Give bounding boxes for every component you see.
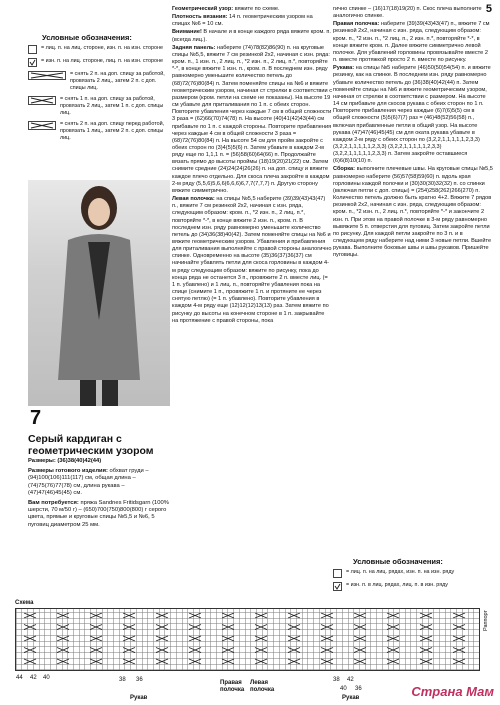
- cable-cross-mark: [90, 659, 102, 664]
- sleeve-label: Рукав: [130, 695, 148, 701]
- cable-cross-mark: [222, 636, 234, 641]
- right-front-label: Правая полочка: [220, 680, 245, 693]
- legend-item: = лиц. п. на лиц. стороне, изн. п. на изн. стороне: [28, 45, 170, 54]
- cable-cross-mark: [24, 613, 36, 618]
- rapport-label: Раппорт: [483, 610, 489, 632]
- chart-number: 40: [340, 686, 347, 692]
- cable-cross-mark: [57, 625, 69, 630]
- cable-cross-mark: [222, 613, 234, 618]
- cable-cross-mark: [222, 648, 234, 653]
- cable-cross-mark: [156, 636, 168, 641]
- cable-cross-mark: [354, 636, 366, 641]
- legend-2: Условные обозначения: = лиц. п. на лиц. рядах, изн. п. на изн. ряду = изн. п. в лиц. рядах, лиц. п. в изн. ряду: [333, 557, 493, 595]
- cable-cross-mark: [387, 613, 399, 618]
- instructions-column-2: Геометрический узор: вяжите по схеме. Плотность вязания: 14 п. геометрическим узором на спицах №6 = 10 см. Внимание! В начале и в конце каждого ряда вяжите кром. п. (всегда лиц.). Задняя панель: наберите (74)78(82)86(90) п. на круговые спицы №5,5, вяжите 7 см резинкой 2х2, начиная с изн. ряда: кром. п., 1 изн. п., 2 лиц. п., *2 изн. п., 2 лиц. п.*, повторяйте *-*, в конце вяжите 1 изн. п., кром. п. В последнем изн. ряду равномерно уменьшите количество петель до (68)72(76)80(84) п. Затем поменяйте спицы на №6 и вяжите геометрическим узором, начиная ст стрелки в соответствии с размером (кром. петли на схеме не показаны). На высоте 19 см убавьте для приталивания по 1 п. с обеих сторон. Повторите убавления через каждые 7 см в общей сложности 3 раза = (62)66(70)74(78) п. На высоте (40)41(42)43(44) см прибавьте по 1 п. с каждой стороны. Повторите прибавления через каждые 4 см в общей сложности 3 раза = (68)72(76)80(84) п. На высоте 54 см для пройм закройте с обеих сторон по (3)4(5)5(6) п. Затем убавьте в каждом 2-м ряду еще по 1,1,1 п. = (56)58(60)64(66) п. Продолжайте вязать прямо до высоты проймы (18)19(20)21(22) см. Затем снимите средние (24)24(24)26(26) п. на доп. спицу и вяжите каждое плечо отдельно. Для скоса плеча закройте в каждом 2-м ряду (5,5,6)5,6,6(6,6,6)6,7,7(7,7,7) п. Другую сторону вяжите симметрично. Левая полочка: на спицы №5,5 наберите (39)39(43)43(47) п., вяжите 7 см резинкой 2х2, начиная с изн. ряда, следующим образом: кром. п., *2 изн. п., 2 лиц. п.*, повторяйте *-*, в конце вяжите 2 изн. п., кром. п. В последнем изн. ряду равномерно уменьшите количество петель до (34)36(38)40(42). Затем поменяйте спицы на №6 и вяжите геометрическим узором. Убавления и прибавления для приталивания выполняйте с правой стороны аналогично спинке. Одновременно на высоте (35)36(37)36(37) см начинайте убавлять петли для скоса горловины в каждом 4-м ряду следующим образом: вяжите по рисунку, пока до конца ряда не останется 3 п., провяжите 2 п. вместе лиц. (= 1 п. убавлено) и 1 лиц. п., повторяйте убавления пока на спице (снимите 1 п., провяжите 1 п. и протяните ее через снятую петлю) (= 1 п. убавлено). Повторите убавления в каждом 4-м ряду еще (12)12(12)13(13) раз. Затем вяжите по рисунку до высоты на конечном стороне в 1 п. закрывайте на протяжение с правой стороны, пока: [172, 6, 332, 324]
- cable-cross-mark: [453, 636, 465, 641]
- cable-cross-mark: [420, 613, 432, 618]
- cable-cross-mark: [387, 625, 399, 630]
- cable-cross-mark: [189, 625, 201, 630]
- cable-cross-mark: [453, 648, 465, 653]
- chart-number: 38: [119, 677, 126, 683]
- left-front-label: Левая полочка: [250, 680, 275, 693]
- cable-cross-mark: [57, 648, 69, 653]
- chart-number: 38: [333, 677, 340, 683]
- cable-cross-mark: [123, 625, 135, 630]
- cable-cross-mark: [255, 613, 267, 618]
- cable-cross-mark: [453, 659, 465, 664]
- chart-number: 40: [43, 675, 50, 681]
- cable-cross-mark: [453, 625, 465, 630]
- cable-cross-mark: [288, 636, 300, 641]
- cable-cross-mark: [321, 636, 333, 641]
- cable-cross-mark: [90, 636, 102, 641]
- cable-cross-mark: [255, 648, 267, 653]
- article-number: 7: [30, 407, 42, 429]
- chart-number: 42: [347, 677, 354, 683]
- chart-label: Схема: [15, 600, 34, 606]
- cable-cross-mark: [156, 648, 168, 653]
- cable-cross-mark: [222, 625, 234, 630]
- cable-cross-mark: [354, 648, 366, 653]
- cable-4-symbol-icon: [28, 71, 66, 80]
- cable-cross-mark: [24, 648, 36, 653]
- cable-cross-mark: [189, 659, 201, 664]
- cable-cross-mark: [255, 625, 267, 630]
- cable-cross-mark: [90, 625, 102, 630]
- cable-cross-mark: [354, 659, 366, 664]
- page-number: 5: [485, 3, 492, 15]
- cable-cross-mark: [123, 659, 135, 664]
- cable-cross-mark: [288, 648, 300, 653]
- purl-symbol-icon: [333, 582, 342, 591]
- cable-cross-mark: [24, 636, 36, 641]
- cable-cross-mark: [321, 625, 333, 630]
- knit-symbol-icon: [333, 569, 342, 578]
- cable-cross-mark: [453, 613, 465, 618]
- cable-cross-mark: [156, 625, 168, 630]
- cable-cross-mark: [420, 625, 432, 630]
- chart-number: 42: [30, 675, 37, 681]
- legend-item: = снять 1 п. на доп. спицу за работой, провязать 2 лиц., затем 1 п. с доп. спицы лиц.: [28, 96, 170, 117]
- cable-cross-mark: [222, 659, 234, 664]
- article-title: Серый кардиган с геометрическим узором: [28, 433, 154, 457]
- cable-cross-mark: [90, 648, 102, 653]
- cable-cross-mark: [123, 636, 135, 641]
- chart-number: 36: [355, 686, 362, 692]
- cable-cross-mark: [90, 613, 102, 618]
- instructions-column-3: гично спинке – (16)17(18)19(20) п. Скос плеча выполните аналогично спинке. Правая полочка: наберите (39)39(43)43(47) п., вяжите 7 см резинкой 2х2, начиная с изн. ряда, следующим образом: кром. п., *2 изн. п., *2 лиц. п., 2 изн. п.*, повторяйте *-*, в конце вяжите кром. п. Далее вяжите симметрично левой полочке. Для убавлений горловины провязывайте вместе 2 п. вместе протяжкой просто 2 п. вместе по рисунку. Рукава: на спицы №5 наберите (46)50(50)54(54) п. и вяжите резинку, как на спинке. В последнем изн. ряду равномерно убавьте количество петель до (36)38(40)42(44) п. Затем поменяйте спицы на №6 и вяжите геометрическим узором, начиная от стрелки в соответствии с размером. На высоте 14 см прибавьте для скосов рукава с обеих сторон по 1 п. Повторите прибавления через каждые (6)7(6)5(5) см в общей сложности (5)5(6)7(7) раз = (46)48(52)56(58) п., включая прибавленные петли в общий узор. На высоте рукава (47)47(46)45(45) см для оката рукава убавьте в каждом 2-м ряду с обеих сторон по (3,2,2,1,1,1,1,1,2,3,3) (3,2,2,1,1,1,1,1,2,3,3) (3,2,2,1,1,1,1,1,2,3,3) (3,2,2,1,1,1,1,1,2,3,3) п. Затем закройте оставшиеся (6)6(8)10(10) п. Сборка: выполните плечевые швы. На круговые спицы №5,5 равномерно наберите (56)57(58)59(60) п. вдоль края горловины каждой полочки и (30)30(30)32(32) п. со спинки (включая петли с доп. спицы) = (254)258(262)266(270) п. Количество петель должно быть кратно 4+2. Вяжите 7 рядов резинкой 2х2, начиная с изн. ряда, следующим образом: кром. п., *2 изн. п., 2 лиц. п.*, повторяйте *-* и закончите 2 изн. п. При этом на правой полочке в 3-м ряду равномерно вывяжите 5 п. отверстия для пуговиц. Затем закройте петли по рисунку. Для каждой петли закройте по 3 п. и в следующем ряду наберите над ними 3 новые петли. Вшейте рукава. Выполните боковые швы и швы рукавов. Пришейте пуговицы.: [333, 6, 493, 259]
- cable-cross-mark: [123, 648, 135, 653]
- legend-item: = изн. п. на лиц. стороне, лиц. п. на изн. стороне: [28, 58, 170, 67]
- cable-cross-mark: [387, 648, 399, 653]
- cable-cross-mark: [189, 636, 201, 641]
- legend-title: Условные обозначения:: [42, 33, 132, 42]
- chart-number: 44: [16, 675, 23, 681]
- cable-cross-mark: [255, 636, 267, 641]
- cable-cross-mark: [420, 636, 432, 641]
- pattern-chart: [15, 608, 480, 671]
- article-intro: Размеры: (36)38(40)42(44) Размеры готового изделия: обхват груди – (94)100(106)111(117) см, общая длина – (74)75(76)77(78) см, длина рукава – (47)47(46)45(45) см. Вам потребуется: пряжа Sandnes Fritidsgarn (100% шерсти, 70 м/50 г) – (650)700(750)800(800) г серого цвета, прямые и круговые спицы №5,5 и №6, 5 пуговиц диаметром 25 мм.: [28, 458, 169, 528]
- cable-cross-mark: [387, 659, 399, 664]
- cable-cross-mark: [321, 659, 333, 664]
- sizes: Размеры: (36)38(40)42(44): [28, 458, 102, 464]
- cable-cross-mark: [354, 613, 366, 618]
- cable-cross-mark: [57, 659, 69, 664]
- purl-symbol-icon: [28, 58, 37, 67]
- legend: [28, 6, 170, 146]
- cable-cross-mark: [57, 613, 69, 618]
- cable-cross-mark: [189, 613, 201, 618]
- cable-cross-mark: [24, 659, 36, 664]
- cable-cross-mark: [156, 659, 168, 664]
- cable-cross-mark: [255, 659, 267, 664]
- legend-item: = снять 2 п. на доп. спицу за работой, провязать 2 лиц., затем 2 п. с доп. спицы лиц.: [28, 71, 170, 92]
- sleeve-label: Рукав: [342, 695, 360, 701]
- chart-number: 36: [136, 677, 143, 683]
- cable-cross-mark: [288, 625, 300, 630]
- cable-cross-mark: [189, 648, 201, 653]
- cable-cross-mark: [156, 613, 168, 618]
- cable-cross-mark: [321, 648, 333, 653]
- cable-cross-mark: [321, 613, 333, 618]
- cable-3-symbol-icon: [28, 96, 56, 105]
- cable-cross-mark: [288, 659, 300, 664]
- legend-item: = снять 2 п. на доп. спицу перед работой, провязать 1 лиц., затем 2 п. с доп. спицы лиц.: [28, 121, 170, 142]
- cable-cross-mark: [387, 636, 399, 641]
- cable-3-left-symbol-icon: [28, 121, 56, 130]
- cable-cross-mark: [420, 659, 432, 664]
- cable-cross-mark: [57, 636, 69, 641]
- cable-cross-mark: [24, 625, 36, 630]
- knit-symbol-icon: [28, 45, 37, 54]
- cable-cross-mark: [288, 613, 300, 618]
- watermark: Страна Мам: [411, 684, 494, 699]
- model-photo: [28, 180, 170, 406]
- cable-cross-mark: [420, 648, 432, 653]
- cable-cross-mark: [123, 613, 135, 618]
- cable-cross-mark: [354, 625, 366, 630]
